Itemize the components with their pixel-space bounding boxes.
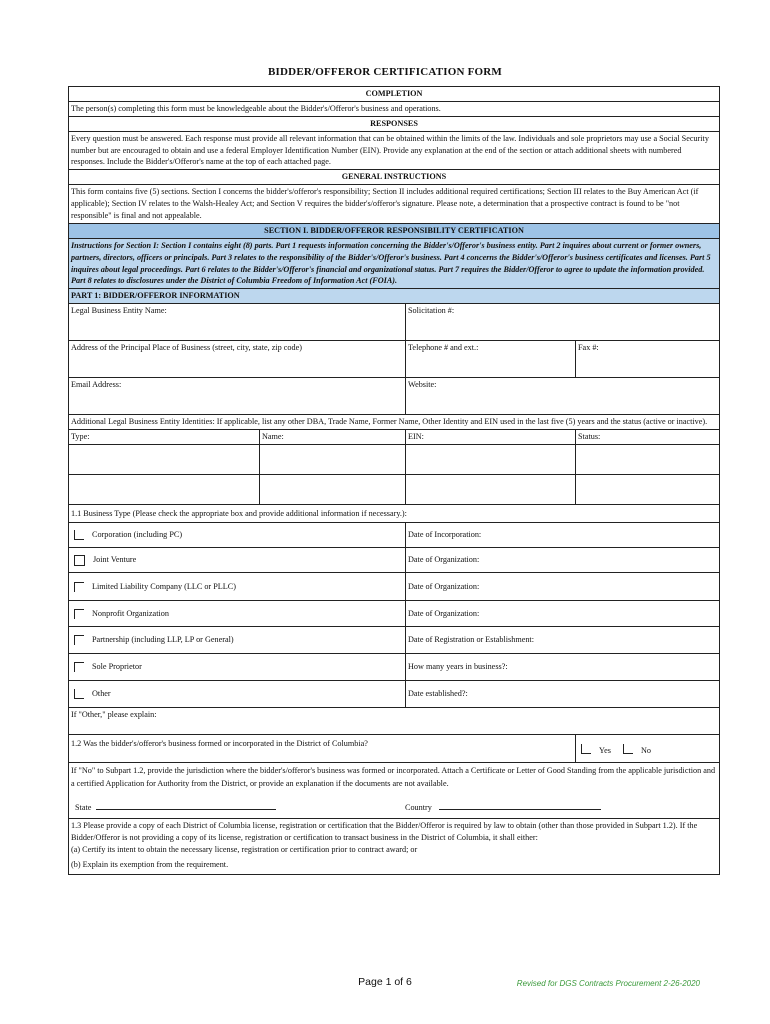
checkbox-icon[interactable] <box>74 555 85 566</box>
other-explain-field[interactable]: If "Other," please explain: <box>71 710 157 720</box>
business-option-row <box>69 627 719 654</box>
yes-label: Yes <box>599 746 611 756</box>
licenses-option-a: (a) Certify its intent to obtain the necessary license, registration or certification prior to contract award; or <box>71 845 418 855</box>
yes-checkbox-icon[interactable] <box>581 744 591 754</box>
business-option-other[interactable] <box>69 681 405 707</box>
responses-header: RESPONSES <box>370 118 418 128</box>
state-field[interactable] <box>71 801 405 814</box>
completion-text: The person(s) completing this form must be knowledgeable about the Bidder's/Offeror's business and operations. <box>71 103 441 113</box>
identity-name-cell[interactable] <box>259 445 405 474</box>
address-field[interactable]: Address of the Principal Place of Business (street, city, state, zip code) <box>71 343 302 353</box>
section1-header-row <box>69 224 719 239</box>
checkbox-icon[interactable] <box>74 689 84 699</box>
responses-header-row <box>69 117 719 132</box>
email-field[interactable]: Email Address: <box>71 380 122 390</box>
general-text-row <box>69 185 719 224</box>
identities-row-2 <box>69 475 719 505</box>
part1-header: PART 1: BIDDER/OFFEROR INFORMATION <box>71 291 240 301</box>
business-type-row <box>69 505 719 523</box>
option-label: Joint Venture <box>93 555 137 565</box>
fax-field[interactable]: Fax #: <box>575 341 719 377</box>
state-label: State <box>75 803 92 813</box>
identity-status-cell[interactable] <box>575 475 719 504</box>
responses-text: Every question must be answered. Each response must provide all relevant information that can be obtained within the limits of the law. Individuals and sole proprietors may use a Social Security number but are encouraged to obtain and use a federal Employer Identification Number (EIN). Provide any explanation at the end of the section or attach additional sheets with numbered responses. Include the Bidder's/Offeror's name at the top of each attached page. <box>71 133 709 167</box>
checkbox-icon[interactable] <box>74 609 84 619</box>
if-no-text <box>69 763 719 818</box>
solicitation-field[interactable]: Solicitation #: <box>405 304 719 340</box>
business-option-corporation[interactable] <box>69 523 405 547</box>
jurisdiction-line <box>71 801 717 814</box>
dc-formed-answer <box>575 735 719 762</box>
identity-ein-cell[interactable] <box>405 475 575 504</box>
country-underline[interactable] <box>439 801 601 810</box>
col-ein: EIN: <box>405 430 575 444</box>
business-option-nonprofit[interactable] <box>69 601 405 626</box>
general-text: This form contains five (5) sections. Section I concerns the bidder's/offeror's responsibility; Section II includes additional required certifications; Section III relates to the Buy American Act (if applicable); Section IV relates to the Walsh-Healey Act; and Section V requires the bidder's/offeror's signature. Please note, a determination that a prospective contract is found to be "not responsible" is final and not appealable. <box>71 187 699 221</box>
identities-row-1 <box>69 445 719 475</box>
business-option-joint-venture[interactable] <box>69 548 405 572</box>
business-option-detail[interactable]: How many years in business?: <box>405 654 719 680</box>
other-explain-row <box>69 708 719 735</box>
col-status: Status: <box>575 430 719 444</box>
responses-text-row <box>69 132 719 171</box>
business-option-detail[interactable]: Date of Incorporation: <box>405 523 719 547</box>
page-number: Page 1 of 6 <box>358 976 412 988</box>
option-label: Partnership (including LLP, LP or General) <box>92 635 234 645</box>
identity-type-cell[interactable] <box>69 445 259 474</box>
business-option-detail[interactable]: Date of Organization: <box>405 573 719 600</box>
part1-header-row <box>69 289 719 304</box>
email-row <box>69 378 719 415</box>
business-option-llc[interactable] <box>69 573 405 600</box>
business-option-partnership[interactable] <box>69 627 405 653</box>
no-checkbox-icon[interactable] <box>623 744 633 754</box>
option-label: Nonprofit Organization <box>92 608 169 618</box>
col-name: Name: <box>259 430 405 444</box>
additional-identities-text: Additional Legal Business Entity Identities: If applicable, list any other DBA, Trade Name, Former Name, Other Identity and EIN used in the last five (5) years and the status (active or inactive). <box>71 417 708 427</box>
licenses-question: 1.3 Please provide a copy of each District of Columbia license, registration or certification that the Bidder/Offeror is required by law to obtain (other than those provided in Subpart 1.2). If the Bidder/Offeror is not providing a copy of its license, registration or certification to transact business in the District of Columbia, it shall either: <box>71 821 698 843</box>
business-option-row <box>69 573 719 601</box>
checkbox-icon[interactable] <box>74 662 84 672</box>
identity-ein-cell[interactable] <box>405 445 575 474</box>
option-label: Sole Proprietor <box>92 662 142 672</box>
identity-name-cell[interactable] <box>259 475 405 504</box>
business-option-row <box>69 523 719 548</box>
identity-status-cell[interactable] <box>575 445 719 474</box>
business-option-detail[interactable]: Date of Organization: <box>405 601 719 626</box>
licenses-option-b: (b) Explain its exemption from the requirement. <box>71 860 229 870</box>
address-row <box>69 341 719 378</box>
checkbox-icon[interactable] <box>74 582 84 592</box>
business-option-row <box>69 601 719 627</box>
country-field[interactable] <box>405 801 717 814</box>
col-type: Type: <box>71 432 90 442</box>
completion-header: COMPLETION <box>365 89 423 98</box>
section1-instructions-row <box>69 239 719 290</box>
business-option-detail[interactable]: Date of Organization: <box>405 548 719 572</box>
certification-form <box>68 86 720 875</box>
legal-name-field[interactable]: Legal Business Entity Name: <box>71 306 167 316</box>
dc-formed-row <box>69 735 719 763</box>
licenses-text <box>69 819 719 874</box>
general-header: GENERAL INSTRUCTIONS <box>341 172 447 182</box>
option-label: Corporation (including PC) <box>92 530 183 540</box>
option-label: Other <box>92 689 111 699</box>
business-option-row <box>69 548 719 573</box>
checkbox-icon[interactable] <box>74 635 84 645</box>
section1-instructions: Instructions for Section I: Section I contains eight (8) parts. Part 1 requests information concerning the Bidder's/Offeror's business entity. Part 2 inquires about current or former owners, partners, directors, officers or principals. Part 3 relates to the responsibility of the Bidder's/Offeror's business. Part 4 concerns the Bidder's/Offeror's business certificates and licenses. Part 5 inquires about legal proceedings. Part 6 relates to the Bidder's/Offeror's financial and organizational status. Part 7 requires the Bidder/Offeror to agree to update the information provided. Part 8 relates to disclosures under the District of Columbia Freedom of Information Act (FOIA). <box>71 240 711 286</box>
if-no-instructions: If "No" to Subpart 1.2, provide the jurisdiction where the bidder's/offeror's business was formed or incorporated. Attach a Certificate or Letter of Good Standing from the applicable jurisdiction and a certified Application for Authority from the District, or provide an explanation if the documents are not available. <box>71 766 716 789</box>
completion-text-row <box>69 102 719 117</box>
business-option-sole-proprietor[interactable] <box>69 654 405 680</box>
telephone-field[interactable]: Telephone # and ext.: <box>405 341 575 377</box>
option-label: Limited Liability Company (LLC or PLLC) <box>92 581 236 591</box>
identity-type-cell[interactable] <box>69 475 259 504</box>
completion-header-row <box>69 87 719 102</box>
website-field[interactable]: Website: <box>405 378 719 414</box>
identities-header-row <box>69 430 719 445</box>
business-option-detail[interactable]: Date of Registration or Establishment: <box>405 627 719 653</box>
country-label: Country <box>405 803 432 813</box>
business-type-label: 1.1 Business Type (Please check the appropriate box and provide additional information if necessary.): <box>71 509 407 519</box>
page-title: BIDDER/OFFEROR CERTIFICATION FORM <box>268 66 502 78</box>
revision-note: Revised for DGS Contracts Procurement 2-26-2020 <box>516 979 700 988</box>
if-no-row <box>69 763 719 819</box>
business-option-row <box>69 681 719 708</box>
business-option-row <box>69 654 719 681</box>
dc-formed-question: 1.2 Was the bidder's/offeror's business formed or incorporated in the District of Columbia? <box>71 739 368 749</box>
business-option-detail[interactable]: Date established?: <box>405 681 719 707</box>
additional-identities-row <box>69 415 719 430</box>
state-underline[interactable] <box>96 801 276 810</box>
legal-name-row <box>69 304 719 341</box>
licenses-row <box>69 819 719 874</box>
no-label: No <box>640 746 651 756</box>
section1-header: SECTION I. BIDDER/OFFEROR RESPONSIBILITY CERTIFICATION <box>264 225 524 235</box>
general-header-row <box>69 170 719 185</box>
checkbox-icon[interactable] <box>74 530 84 540</box>
